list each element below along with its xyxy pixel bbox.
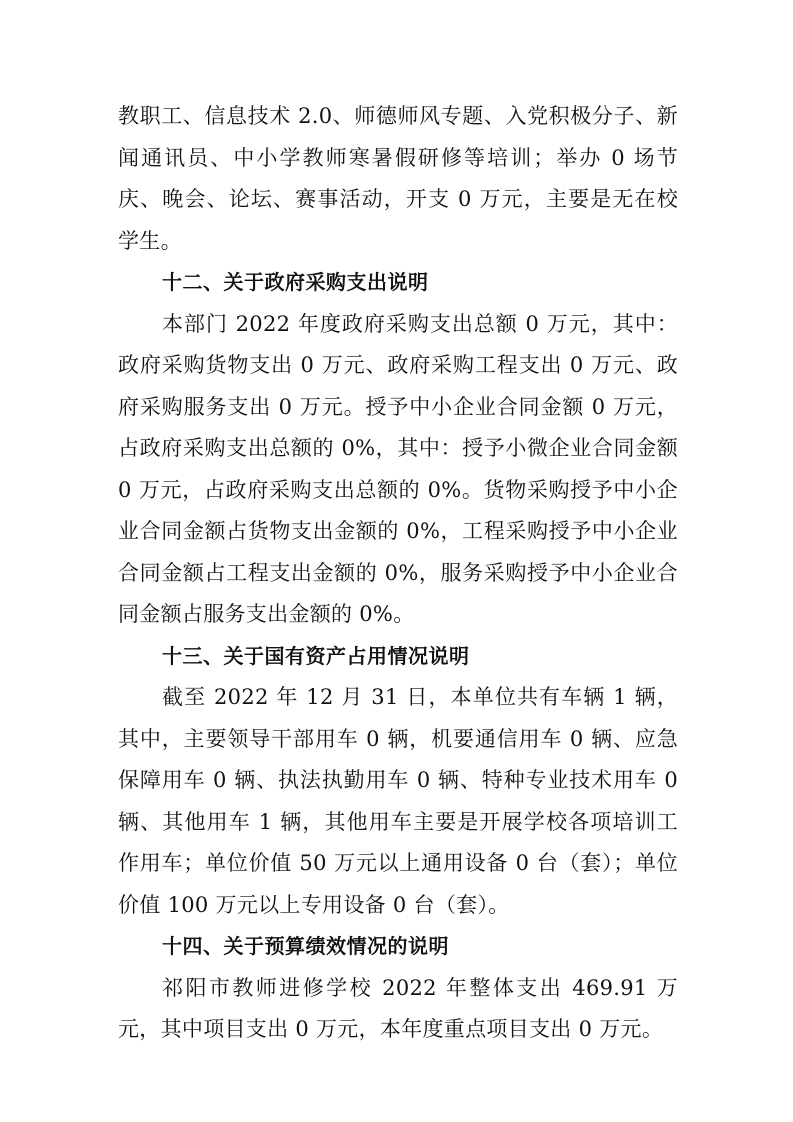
paragraph-state-assets: 截至 2022 年 12 月 31 日，本单位共有车辆 1 辆，其中，主要领导干部用车 0 辆，机要通信用车 0 辆、应急保障用车 0 辆、执法执勤用车 0 辆、特种专业技术用车 0 辆、其他用车 1 辆，其他用车主要是开展学校各项培训工作用车；单位价值 50 万元以上通用设备 0 台（套）；单位价值 100 万元以上专用设备 0 台（套）。 [118,685,678,917]
paragraph-procurement: 本部门 2022 年度政府采购支出总额 0 万元，其中：政府采购货物支出 0 万元、政府采购工程支出 0 万元、政府采购服务支出 0 万元。授予中小企业合同金额 0 万元，占政府采购支出总额的 0%，其中：授予小微企业合同金额 0 万元，占政府采购支出总额的 0%。货物采购授予中小企业合同金额占货物支出金额的 0%，工程采购授予中小企业合同金额占工程支出金额的 0%，服务采购授予中小企业合同金额占服务支出金额的 0%。 [118,311,678,626]
section-heading-procurement: 十二、关于政府采购支出说明 [162,270,429,294]
paragraph-training-activities: 教职工、信息技术 2.0、师德师风专题、入党积极分子、新闻通讯员、中小学教师寒暑假研修等培训；举办 0 场节庆、晚会、论坛、赛事活动，开支 0 万元，主要是无在校学生。 [118,104,678,253]
section-heading-state-assets: 十三、关于国有资产占用情况说明 [162,643,470,668]
document-body [118,96,678,1051]
section-heading-performance: 十四、关于预算绩效情况的说明 [162,934,449,958]
paragraph-performance: 祁阳市教师进修学校 2022 年整体支出 469.91 万元，其中项目支出 0 万元，本年度重点项目支出 0 万元。 [118,975,678,1041]
